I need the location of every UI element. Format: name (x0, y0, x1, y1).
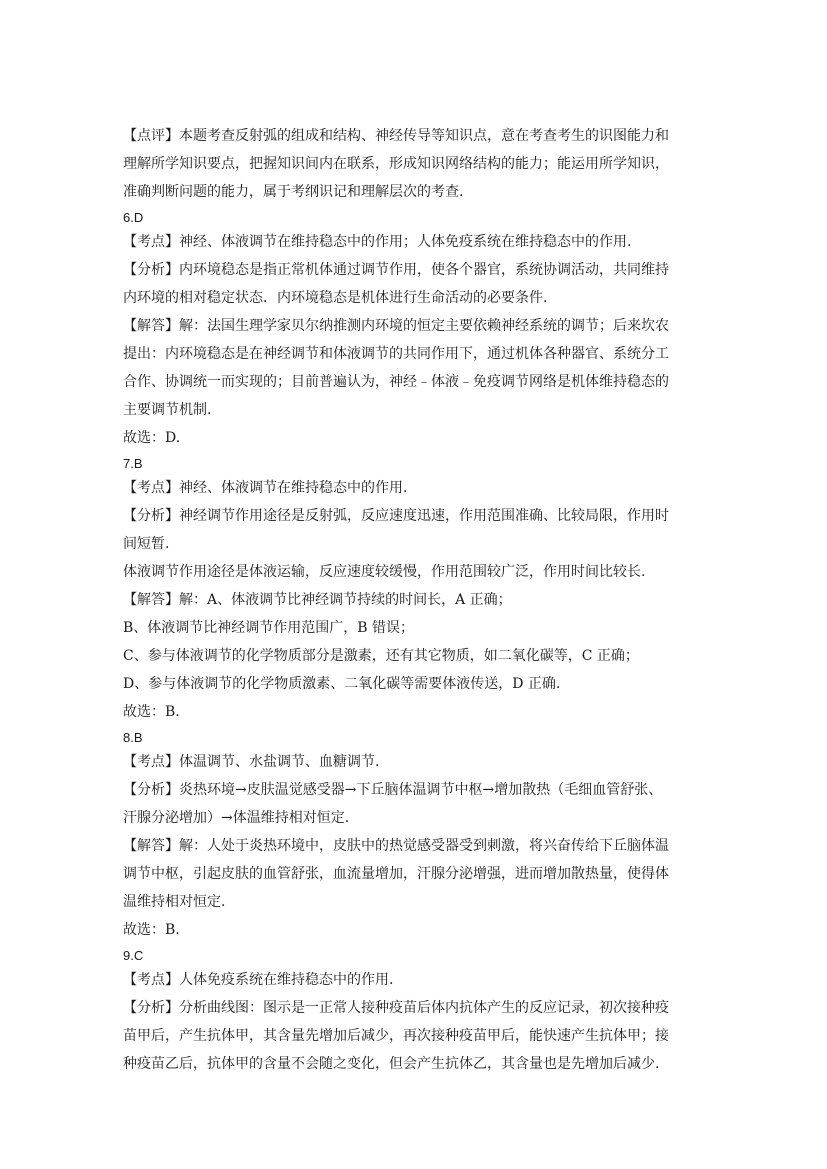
text-line: 合作、协调统一而实现的；目前普遍认为，神经﹣体液﹣免疫调节网络是机体维持稳态的 (123, 374, 669, 390)
text-line: 【解答】解：法国生理学家贝尔纳推测内环境的恒定主要依赖神经系统的调节；后来坎农 (123, 318, 669, 334)
text-line: 种疫苗乙后，抗体甲的含量不会随之变化，但会产生抗体乙，其含量也是先增加后减少. (123, 1056, 660, 1072)
text-line: 苗甲后，产生抗体甲，其含量先增加后减少，再次接种疫苗甲后，能快速产生抗体甲；接 (123, 1028, 669, 1044)
text-line: 【解答】解：A、体液调节比神经调节持续的时间长，A 正确； (123, 592, 512, 608)
text-line: 提出：内环境稳态是在神经调节和体液调节的共同作用下，通过机体各种器官、系统分工 (123, 346, 669, 362)
text-line: 体液调节作用途径是体液运输，反应速度较缓慢，作用范围较广泛，作用时间比较长. (123, 564, 646, 580)
text-line: 【考点】神经、体液调节在维持稳态中的作用. (123, 480, 408, 496)
text-line: 【考点】神经、体液调节在维持稳态中的作用；人体免疫系统在维持稳态中的作用. (123, 234, 632, 250)
question-number: 9.C (123, 948, 144, 963)
text-line: 【分析】炎热环境→皮肤温觉感受器→下丘脑体温调节中枢→增加散热（毛细血管舒张、 (123, 782, 663, 798)
answer-line: 故选：B. (123, 922, 180, 938)
text-line: D、参与体液调节的化学物质激素、二氧化碳等需要体液传送，D 正确. (123, 676, 561, 692)
text-line: 温维持相对恒定. (123, 894, 226, 910)
question-number: 8.B (123, 730, 143, 745)
document-page (123, 122, 708, 1078)
text-line: 准确判断问题的能力，属于考纲识记和理解层次的考查. (123, 184, 464, 200)
text-line: B、体液调节比神经调节作用范围广，B 错误； (123, 620, 415, 636)
answer-line: 故选：D. (123, 430, 181, 446)
text-line: C、参与体液调节的化学物质部分是激素，还有其它物质，如二氧化碳等，C 正确； (123, 648, 639, 664)
text-line: 【解答】解：人处于炎热环境中，皮肤中的热觉感受器受到刺激，将兴奋传给下丘脑体温 (123, 838, 669, 854)
question-number: 6.D (123, 210, 144, 225)
text-line: 【考点】体温调节、水盐调节、血糖调节. (123, 754, 380, 770)
answer-line: 故选：B. (123, 704, 180, 720)
question-number: 7.B (123, 456, 143, 471)
text-line: 【考点】人体免疫系统在维持稳态中的作用. (123, 972, 394, 988)
text-line: 理解所学知识要点，把握知识间内在联系，形成知识网络结构的能力；能运用所学知识， (123, 156, 669, 172)
text-line: 【点评】本题考查反射弧的组成和结构、神经传导等知识点，意在考查考生的识图能力和 (123, 128, 669, 144)
text-line: 【分析】分析曲线图：图示是一正常人接种疫苗后体内抗体产生的反应记录，初次接种疫 (123, 1000, 669, 1016)
text-line: 调节中枢，引起皮肤的血管舒张，血流量增加，汗腺分泌增强，进而增加散热量，使得体 (123, 866, 669, 882)
text-line: 汗腺分泌增加）→体温维持相对恒定. (123, 810, 350, 826)
text-line: 主要调节机制. (123, 402, 212, 418)
text-line: 【分析】内环境稳态是指正常机体通过调节作用，使各个器官，系统协调活动，共同维持 (123, 262, 669, 278)
text-line: 【分析】神经调节作用途径是反射弧，反应速度迅速，作用范围准确、比较局限，作用时 (123, 508, 669, 524)
text-line: 间短暂. (123, 536, 170, 552)
text-line: 内环境的相对稳定状态．内环境稳态是机体进行生命活动的必要条件. (123, 290, 548, 306)
